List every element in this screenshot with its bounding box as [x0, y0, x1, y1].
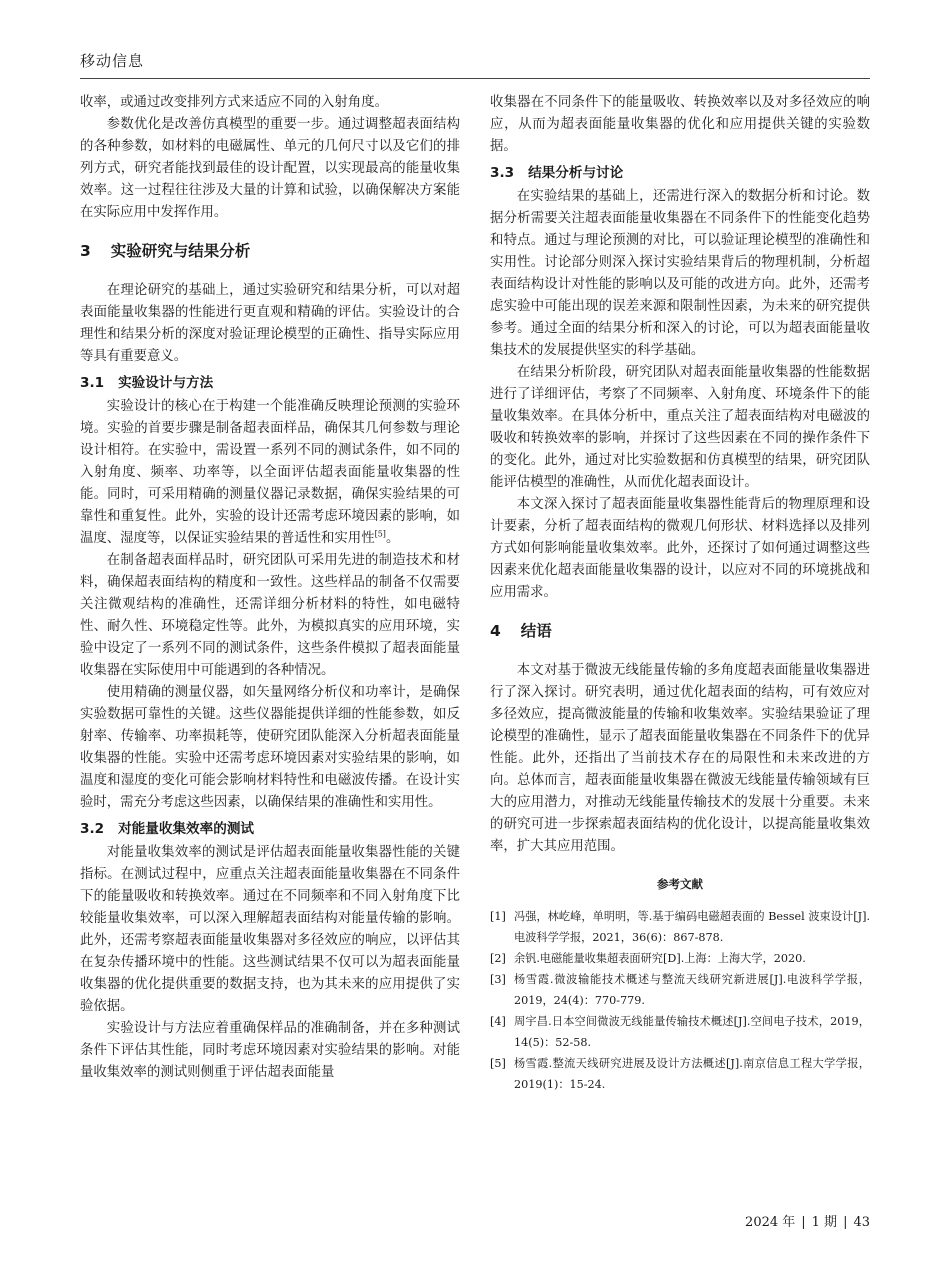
- reference-item: [2] 余钒.电磁能量收集超表面研究[D].上海：上海大学，2020.: [490, 952, 806, 965]
- paragraph: 对能量收集效率的测试是评估超表面能量收集器性能的关键指标。在测试过程中，应重点关注超表面能量收集器在不同条件下的能量吸收和转换效率。通过在不同频率和不同入射角度下比较能量收集效率，可以深入理解超表面结构对能量传输的影响。此外，还需考察超表面能量收集器对多径效应的响应，以评估其在复杂传播环境中的性能。这些测试结果不仅可以为超表面能量收集器的优化提供重要的数据支持，也为其未来的应用提供了实验依据。: [80, 845, 460, 1014]
- subsection-heading-3-1: 3.1 实验设计与方法: [80, 375, 214, 391]
- footer-separator: |: [843, 1215, 848, 1230]
- paragraph: 参数优化是改善仿真模型的重要一步。通过调整超表面结构的各种参数，如材料的电磁属性、单元的几何尺寸以及它们的排列方式，研究者能找到最佳的设计配置，以实现最高的能量收集效率。这一过程往往涉及大量的计算和试验，以确保解决方案能在实际应用中发挥作用。: [80, 117, 460, 220]
- reference-item: [5] 杨雪霞.整流天线研究进展及设计方法概述[J].南京信息工程大学学报，2019(1)：15-24.: [490, 1057, 870, 1091]
- paragraph: 使用精确的测量仪器，如矢量网络分析仪和功率计，是确保实验数据可靠性的关键。这些仪器能提供详细的性能参数，如反射率、传输率、功率损耗等，使研究团队能深入分析超表面能量收集器的性能。实验中还需考虑环境因素对实验结果的影响，如温度和湿度的变化可能会影响材料特性和电磁波传播。在设计实验时，需充分考虑这些因素，以确保结果的准确性和实用性。: [80, 685, 460, 810]
- references-list: [490, 906, 870, 1095]
- paragraph: 收率，或通过改变排列方式来适应不同的入射角度。: [80, 95, 388, 110]
- page-footer: [745, 1211, 870, 1230]
- paragraph: 本文对基于微波无线能量传输的多角度超表面能量收集器进行了深入探讨。研究表明，通过优化超表面的结构，可有效应对多径效应，提高微波能量的传输和收集效率。实验结果验证了理论模型的准确性，显示了超表面能量收集器在不同条件下的优异性能。此外，还指出了当前技术存在的局限性和未来改进的方向。总体而言，超表面能量收集器在微波无线能量传输领域有巨大的应用潜力，对推动无线能量传输技术的发展十分重要。未来的研究可进一步探索超表面结构的优化设计，以提高能量收集效率，扩大其应用范围。: [490, 663, 870, 854]
- reference-item: [4] 周宇昌.日本空间微波无线能量传输技术概述[J].空间电子技术，2019，14(5)：52-58.: [490, 1015, 870, 1049]
- paragraph: 本文深入探讨了超表面能量收集器性能背后的物理原理和设计要素，分析了超表面结构的微观几何形状、材料选择以及排列方式如何影响能量收集效率。此外，还探讨了如何通过调整这些因素来优化超表面能量收集器的设计，以应对不同的环境挑战和应用需求。: [490, 497, 870, 600]
- footer-year: 2024 年: [745, 1215, 796, 1230]
- paragraph: 实验设计的核心在于构建一个能准确反映理论预测的实验环境。实验的首要步骤是制备超表面样品，确保其几何参数与理论设计相符。在实验中，需设置一系列不同的测试条件，如不同的入射角度、频率、功率等，以全面评估超表面能量收集器的性能。同时，可采用精确的测量仪器记录数据，确保实验结果的可靠性和重复性。此外，实验的设计还需考虑环境因素的影响，如温度、湿度等，以保证实验结果的普适性和实用性[5]。: [80, 399, 460, 546]
- reference-item: [3] 杨雪霞.微波输能技术概述与整流天线研究新进展[J].电波科学学报，2019，24(4)：770-779.: [490, 973, 870, 1007]
- header-rule: [80, 78, 870, 79]
- paragraph: 在结果分析阶段，研究团队对超表面能量收集器的性能数据进行了详细评估，考察了不同频率、入射角度、环境条件下的能量收集效率。在具体分析中，重点关注了超表面结构对电磁波的吸收和转换效率的影响，并探讨了这些因素在不同的操作条件下的变化。此外，通过对比实验数据和仿真模型的结果，研究团队能评估模型的准确性，从而优化超表面设计。: [490, 365, 870, 490]
- paragraph: 在实验结果的基础上，还需进行深入的数据分析和讨论。数据分析需要关注超表面能量收集器在不同条件下的性能变化趋势和特点。通过与理论预测的对比，可以验证理论模型的准确性和实用性。讨论部分则深入探讨实验结果背后的物理机制，分析超表面结构设计对性能的影响以及可能的改进方向。此外，还需考虑实验中可能出现的误差来源和限制性因素，为未来的研究提供参考。通过全面的结果分析和深入的讨论，可以为超表面能量收集技术的发展提供坚实的科学基础。: [490, 189, 870, 358]
- subsection-heading-3-2: 3.2 对能量收集效率的测试: [80, 821, 255, 837]
- section-heading-3: 3 实验研究与结果分析: [80, 242, 251, 260]
- paragraph: 实验设计与方法应着重确保样品的准确制备，并在多种测试条件下评估其性能，同时考虑环境因素对实验结果的影响。对能量收集效率的测试则侧重于评估超表面能量: [80, 1021, 460, 1080]
- references-title: 参考文献: [657, 877, 703, 891]
- paragraph: 在制备超表面样品时，研究团队可采用先进的制造技术和材料，确保超表面结构的精度和一致性。这些样品的制备不仅需要关注微观结构的准确性，还需详细分析材料的特性，如电磁特性、耐久性、环境稳定性等。此外，为模拟真实的应用环境，实验中设定了一系列不同的测试条件，这些条件模拟了超表面能量收集器在实际使用中可能遇到的各种情况。: [80, 553, 460, 678]
- section-heading-4: 4 结语: [490, 622, 552, 640]
- right-column: [490, 92, 870, 1095]
- citation: [5]: [374, 529, 386, 539]
- paragraph: 收集器在不同条件下的能量吸收、转换效率以及对多径效应的响应，从而为超表面能量收集器的优化和应用提供关键的实验数据。: [490, 95, 870, 154]
- left-column: [80, 92, 460, 1084]
- footer-separator: |: [801, 1215, 806, 1230]
- subsection-heading-3-3: 3.3 结果分析与讨论: [490, 165, 624, 181]
- page-number: 43: [853, 1215, 870, 1230]
- reference-item: [1] 冯强，林屹峰，单明明，等.基于编码电磁超表面的 Bessel 波束设计[J].电波科学学报，2021，36(6)：867-878.: [490, 910, 870, 944]
- footer-issue: 1 期: [811, 1215, 838, 1230]
- journal-title: 移动信息: [80, 52, 145, 70]
- paragraph: 在理论研究的基础上，通过实验研究和结果分析，可以对超表面能量收集器的性能进行更直观和精确的评估。实验设计的合理性和结果分析的深度对验证理论模型的正确性、指导实际应用等具有重要意义。: [80, 283, 460, 364]
